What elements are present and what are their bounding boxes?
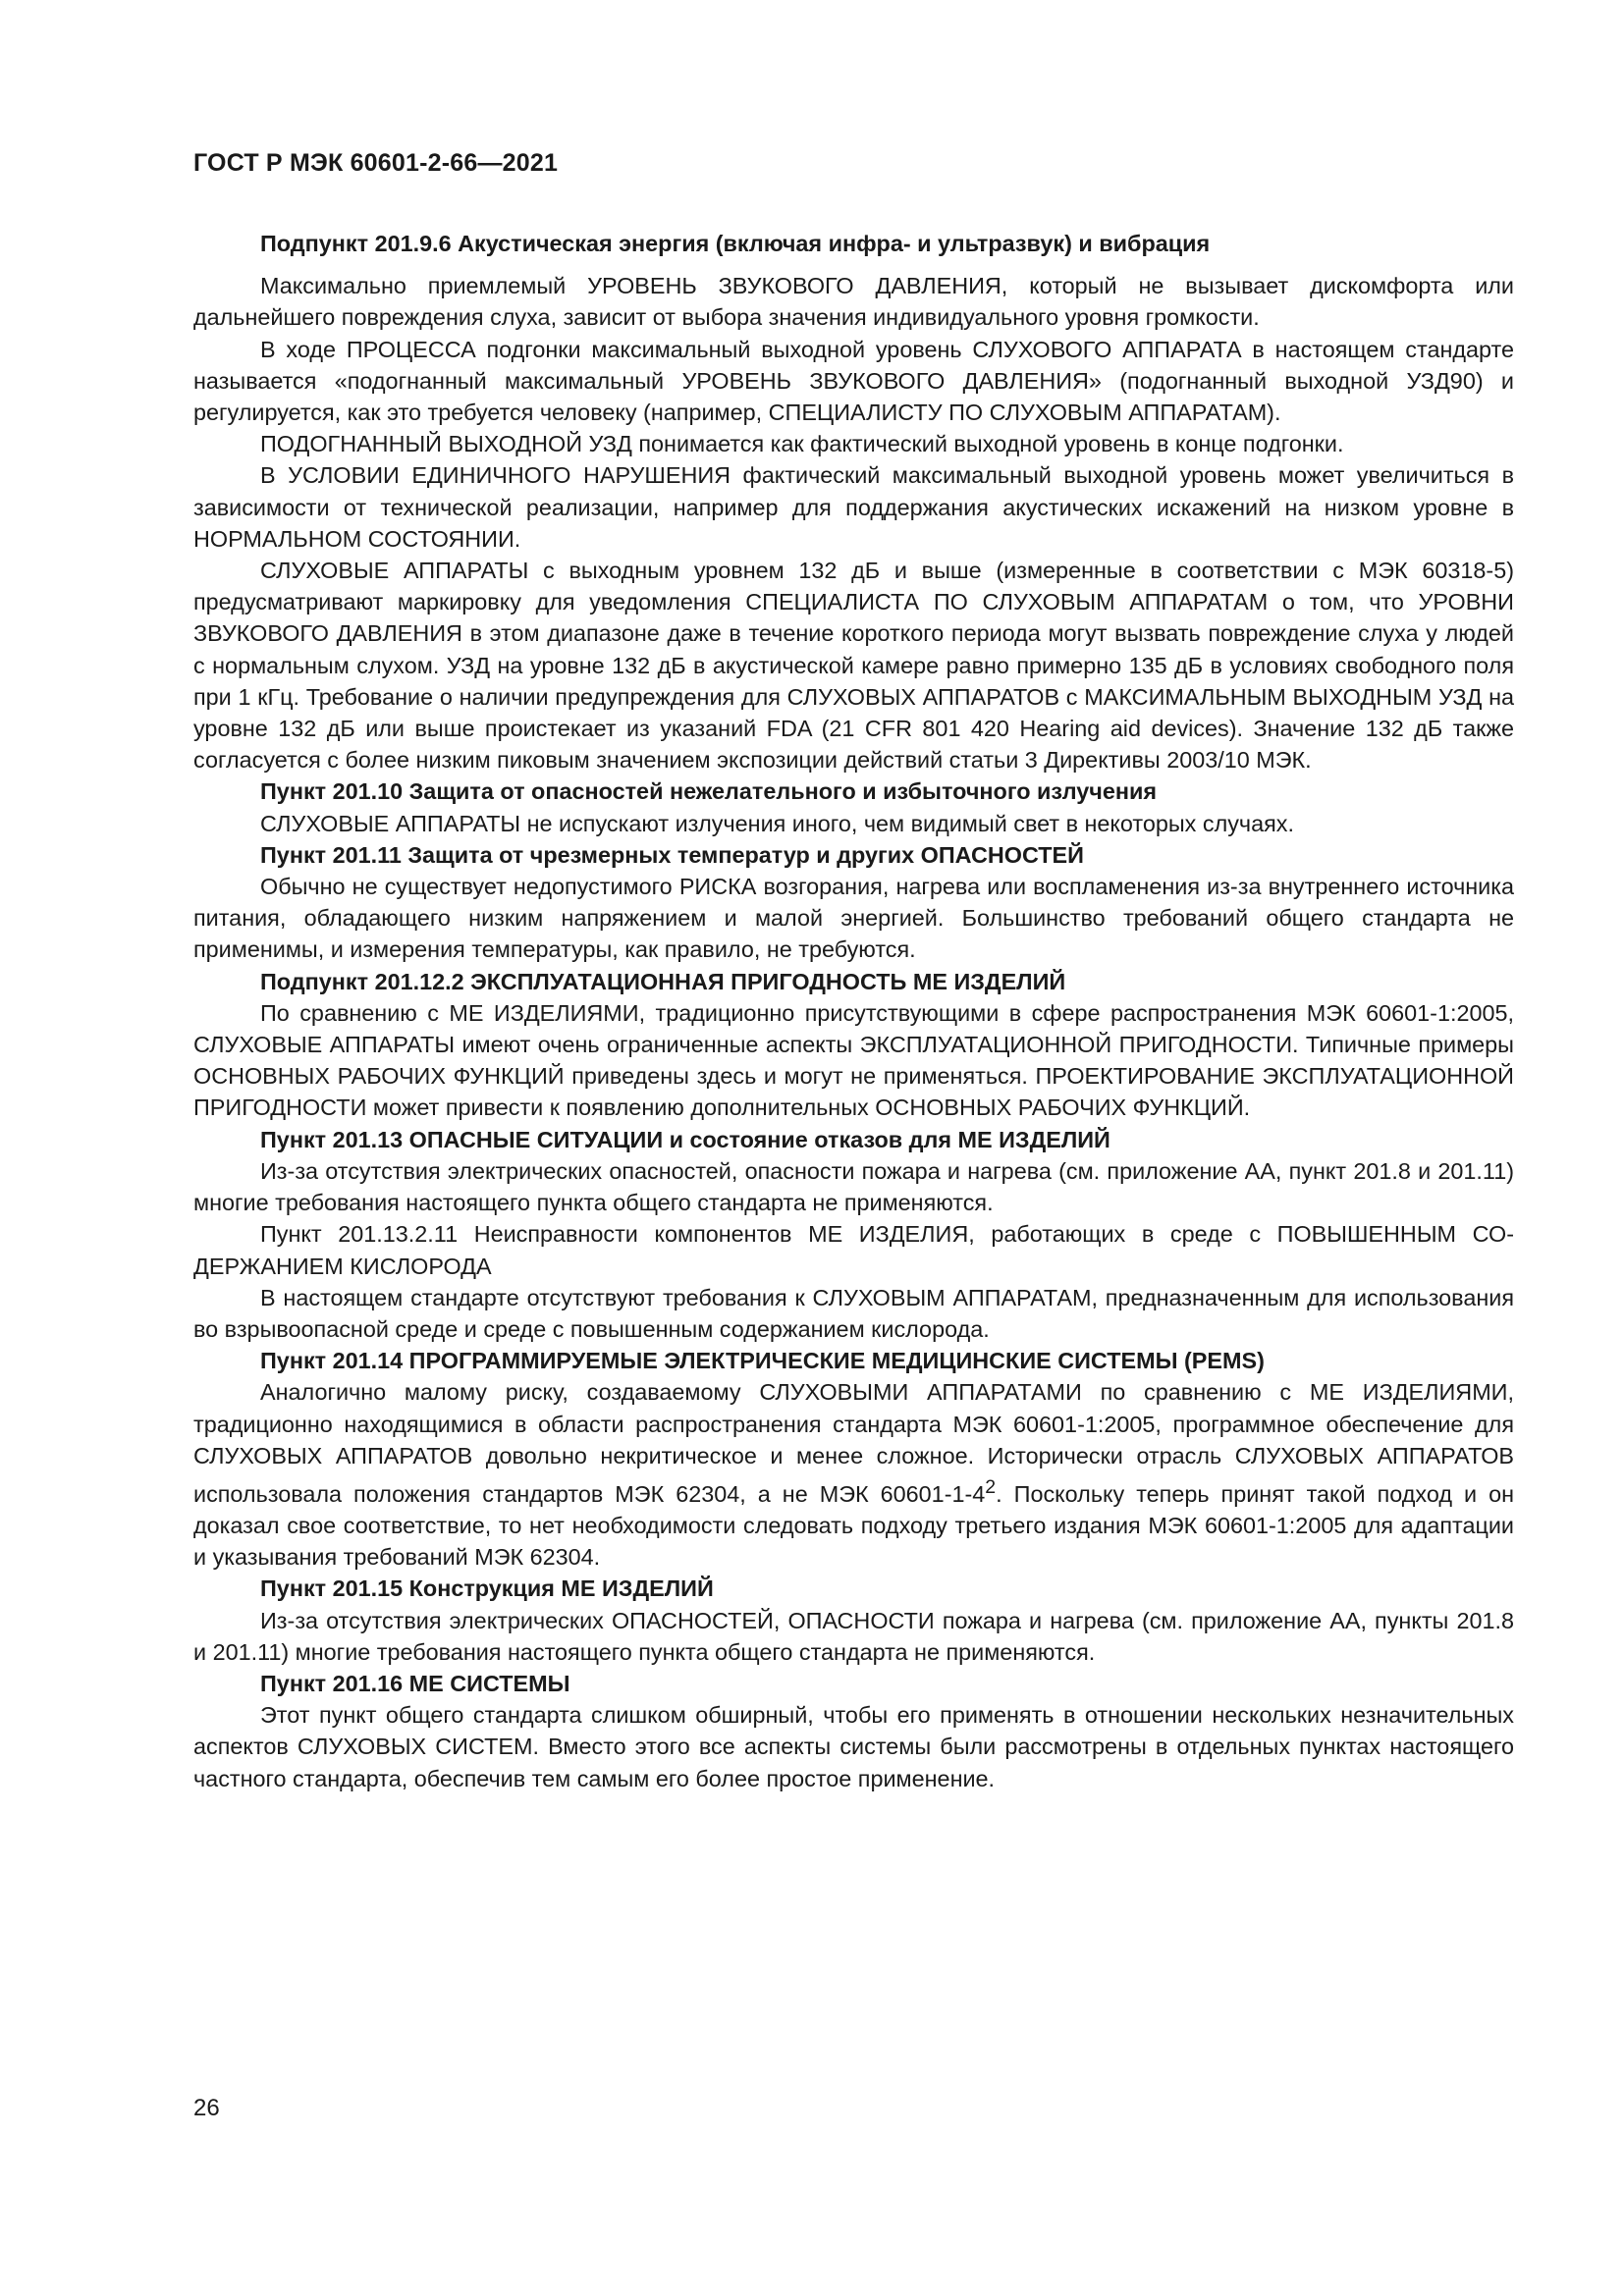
paragraph: Максимально приемлемый УРОВЕНЬ ЗВУКОВОГО ДАВЛЕНИЯ, который не вызывает дискомфорта или дальнейшего повреждения слуха, зависит от выбора значения индивидуального уровня громкости. (193, 273, 1514, 331)
paragraph-text: Аналогично малому риску, создаваемому СЛУХОВЫМИ АППАРАТАМИ по сравнению с МЕ ИЗДЕЛИЯМИ, традиционно находящимися в области распространения стандарта МЭК 60601-1:2005, программное обеспечение для СЛУХОВЫХ АППАРАТОВ довольно некритическое и менее сложное. Исторически отрасль СЛУХОВЫХ АППАРАТОВ использовала положения стандартов МЭК 62304, а не МЭК 60601-1-4 (193, 1379, 1514, 1507)
section-heading: Подпункт 201.9.6 Акустическая энергия (включая инфра- и ультразвук) и вибрация (260, 231, 1211, 256)
paragraph: Из-за отсутствия электрических опасностей, опасности пожара и нагрева (см. приложение АА, пункт 201.8 и 201.11) многие требования настоящего пункта общего стандарта не применяются. (193, 1157, 1514, 1216)
paragraph: В УСЛОВИИ ЕДИНИЧНОГО НАРУШЕНИЯ фактический максимальный выходной уровень может увеличиться в зависимости от технической реализации, например для поддержания акустических искажений на низком уровне в НОРМАЛЬНОМ СОСТОЯНИИ. (193, 462, 1514, 552)
paragraph: По сравнению с МЕ ИЗДЕЛИЯМИ, традиционно присутствующими в сфере распространения МЭК 60601-1:2005, СЛУХОВЫЕ АППАРАТЫ имеют очень ограниченные аспекты ЭКСПЛУАТАЦИОННОЙ ПРИГОДНОСТИ. Типичные примеры ОСНОВНЫХ РАБОЧИХ ФУНКЦИЙ приведены здесь и могут не применяться. ПРОЕКТИРОВАНИЕ ЭКСПЛУАТАЦИОННОЙ ПРИГОДНОСТИ может привести к появлению дополнительных ОСНОВНЫХ РАБОЧИХ ФУНКЦИЙ. (193, 999, 1514, 1121)
paragraph: В настоящем стандарте отсутствуют требования к СЛУХОВЫМ АППАРАТАМ, предназначенным для использования во взрывоопасной среде и среде с повышенным содержанием кислорода. (193, 1284, 1514, 1342)
section-heading: Пункт 201.16 МЕ СИСТЕМЫ (260, 1670, 570, 1696)
paragraph: Обычно не существует недопустимого РИСКА возгорания, нагрева или воспламенения из-за внутреннего источника питания, обладающего низким напряжением и малой энергией. Большинство требований общего стандарта не применимы, и измерения температуры, как правило, не требуются. (193, 874, 1514, 963)
section-heading: Подпункт 201.12.2 ЭКСПЛУАТАЦИОННАЯ ПРИГОДНОСТЬ МЕ ИЗДЕЛИЙ (260, 968, 1066, 994)
paragraph: СЛУХОВЫЕ АППАРАТЫ не испускают излучения иного, чем видимый свет в некоторых случаях. (260, 810, 1294, 836)
paragraph: Этот пункт общего стандарта слишком обширный, чтобы его применять в отношении нескольких незначительных аспектов СЛУХОВЫХ СИСТЕМ. Вместо этого все аспекты системы были рассмотрены в отдельных пунктах настоящего частного стандарта, обеспечив тем самым его более простое применение. (193, 1702, 1514, 1791)
paragraph: В ходе ПРОЦЕССА подгонки максимальный выходной уровень СЛУХОВОГО АППАРАТА в настоящем стандарте называется «подогнанный максимальный УРОВЕНЬ ЗВУКОВОГО ДАВЛЕНИЯ» (подогнанный выходной УЗД90) и регулируется, как это требуется человеку (например, СПЕЦИАЛИСТУ ПО СЛУХОВЫМ АППАРАТАМ). (193, 336, 1514, 426)
paragraph: Из-за отсутствия электрических ОПАСНОСТЕЙ, ОПАСНОСТИ пожара и нагрева (см. приложение АА, пункты 201.8 и 201.11) многие требования настоящего пункта общего стандарта не применяются. (193, 1607, 1514, 1665)
section-heading: Пункт 201.11 Защита от чрезмерных температур и других ОПАСНОСТЕЙ (260, 841, 1084, 868)
page-number: 26 (193, 2095, 220, 2121)
document-header: ГОСТ Р МЭК 60601-2-66—2021 (193, 149, 559, 177)
paragraph: ПОДОГНАННЫЙ ВЫХОДНОЙ УЗД понимается как фактический выходной уровень в конце подгонки. (260, 431, 1344, 457)
paragraph-text-continued: . Поскольку теперь принят такой подход и он доказал свое соответствие, то нет необходимости следовать подходу третьего издания МЭК 60601-1:2005 для адаптации и указывания требований МЭК 62304. (193, 1480, 1514, 1571)
paragraph: Пункт 201.13.2.11 Неисправности компонентов МЕ ИЗДЕЛИЯ, работающих в среде с ПОВЫШЕННЫМ СОДЕРЖАНИЕМ КИСЛОРОДА (193, 1221, 1514, 1279)
document-body (193, 228, 1514, 1794)
section-heading: Пункт 201.15 Конструкция МЕ ИЗДЕЛИЙ (260, 1575, 714, 1602)
section-heading: Пункт 201.13 ОПАСНЫЕ СИТУАЦИИ и состояние отказов для МЕ ИЗДЕЛИЙ (260, 1126, 1110, 1152)
section-heading: Пункт 201.14 ПРОГРАММИРУЕМЫЕ ЭЛЕКТРИЧЕСКИЕ МЕДИЦИНСКИЕ СИСТЕМЫ (PEMS) (260, 1348, 1265, 1374)
paragraph (193, 1376, 1514, 1573)
footnote-ref: 2 (985, 1475, 997, 1498)
paragraph: СЛУХОВЫЕ АППАРАТЫ с выходным уровнем 132 дБ и выше (измеренные в соответствии с МЭК 60318-5) предусматривают маркировку для уведомления СПЕЦИАЛИСТА ПО СЛУХОВЫМ АППАРАТАМ о том, что УРОВНИ ЗВУКОВОГО ДАВЛЕНИЯ в этом диапазоне даже в течение короткого периода могут вызвать повреждение слуха у людей с нормальным слухом. УЗД на уровне 132 дБ в акустической камере равно примерно 135 дБ в условиях свободного поля при 1 кГц. Требование о наличии предупреждения для СЛУХОВЫХ АППАРАТОВ с МАКСИМАЛЬНЫМ ВЫХОДНЫМ УЗД на уровне 132 дБ или выше проистекает из указаний FDA (21 CFR 801 420 Hearing aid devices). Значение 132 дБ также согласуется с более низким пиковым значением экспозиции действий статьи 3 Директивы 2003/10 МЭК. (193, 558, 1514, 774)
section-heading: Пункт 201.10 Защита от опасностей нежелательного и избыточного излучения (260, 778, 1158, 805)
